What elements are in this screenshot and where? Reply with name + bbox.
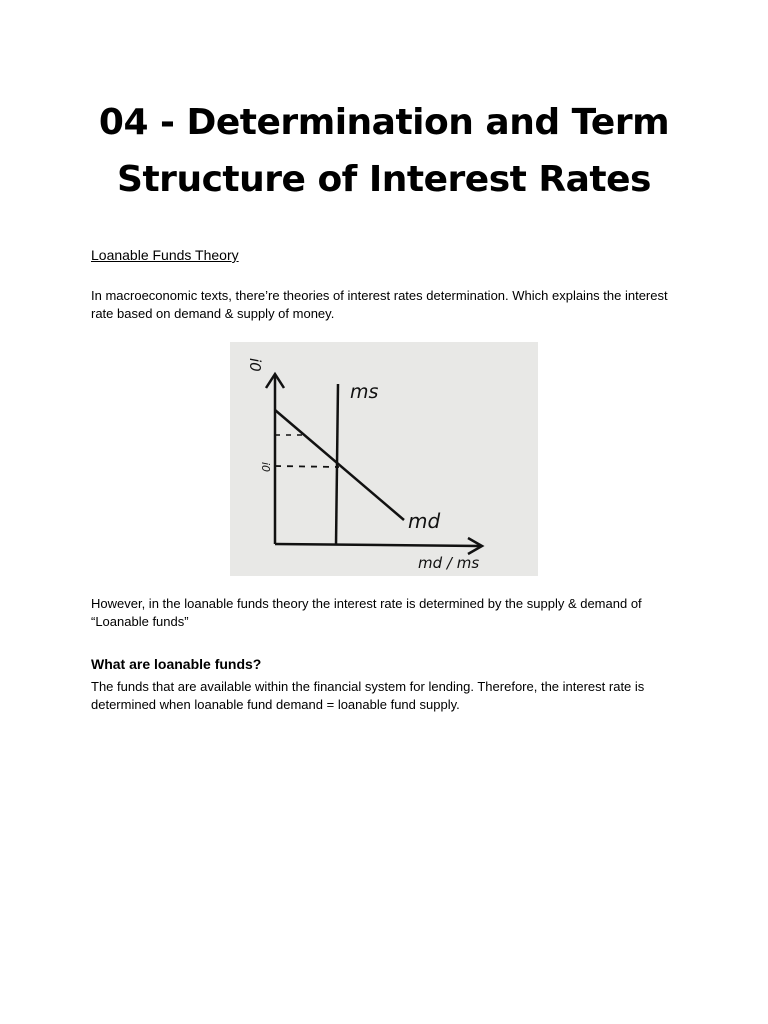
handwritten-money-market-diagram — [230, 342, 538, 576]
loanable-funds-paragraph: However, in the loanable funds theory the interest rate is determined by the supply & demand of “Loanable funds” — [91, 596, 642, 629]
subheading-what-are-loanable-funds: What are loanable funds? — [91, 656, 262, 672]
supply-curve-label: ms — [350, 381, 379, 403]
demand-curve-label: md — [408, 509, 441, 533]
page-title-line-1: 04 - Determination and Term — [98, 102, 670, 143]
section-heading-loanable-funds: Loanable Funds Theory — [91, 247, 239, 263]
definition-paragraph: The funds that are available within the financial system for lending. Therefore, the interest rate is determined when loanable fund demand = loanable fund supply. — [91, 679, 645, 712]
x-axis-label: md / ms — [418, 554, 480, 572]
y-axis-label: i0 — [246, 358, 264, 372]
money-demand-line — [275, 410, 404, 520]
page-title-line-2: Structure of Interest Rates — [117, 159, 651, 200]
equilibrium-dashed-line — [275, 466, 339, 467]
x-axis — [275, 544, 480, 546]
diagram-svg — [230, 342, 538, 576]
equilibrium-rate-label: i0 — [259, 462, 272, 473]
intro-paragraph: In macroeconomic texts, there’re theories of interest rates determination. Which explains the interest rate based on demand & supply of money. — [91, 288, 668, 321]
